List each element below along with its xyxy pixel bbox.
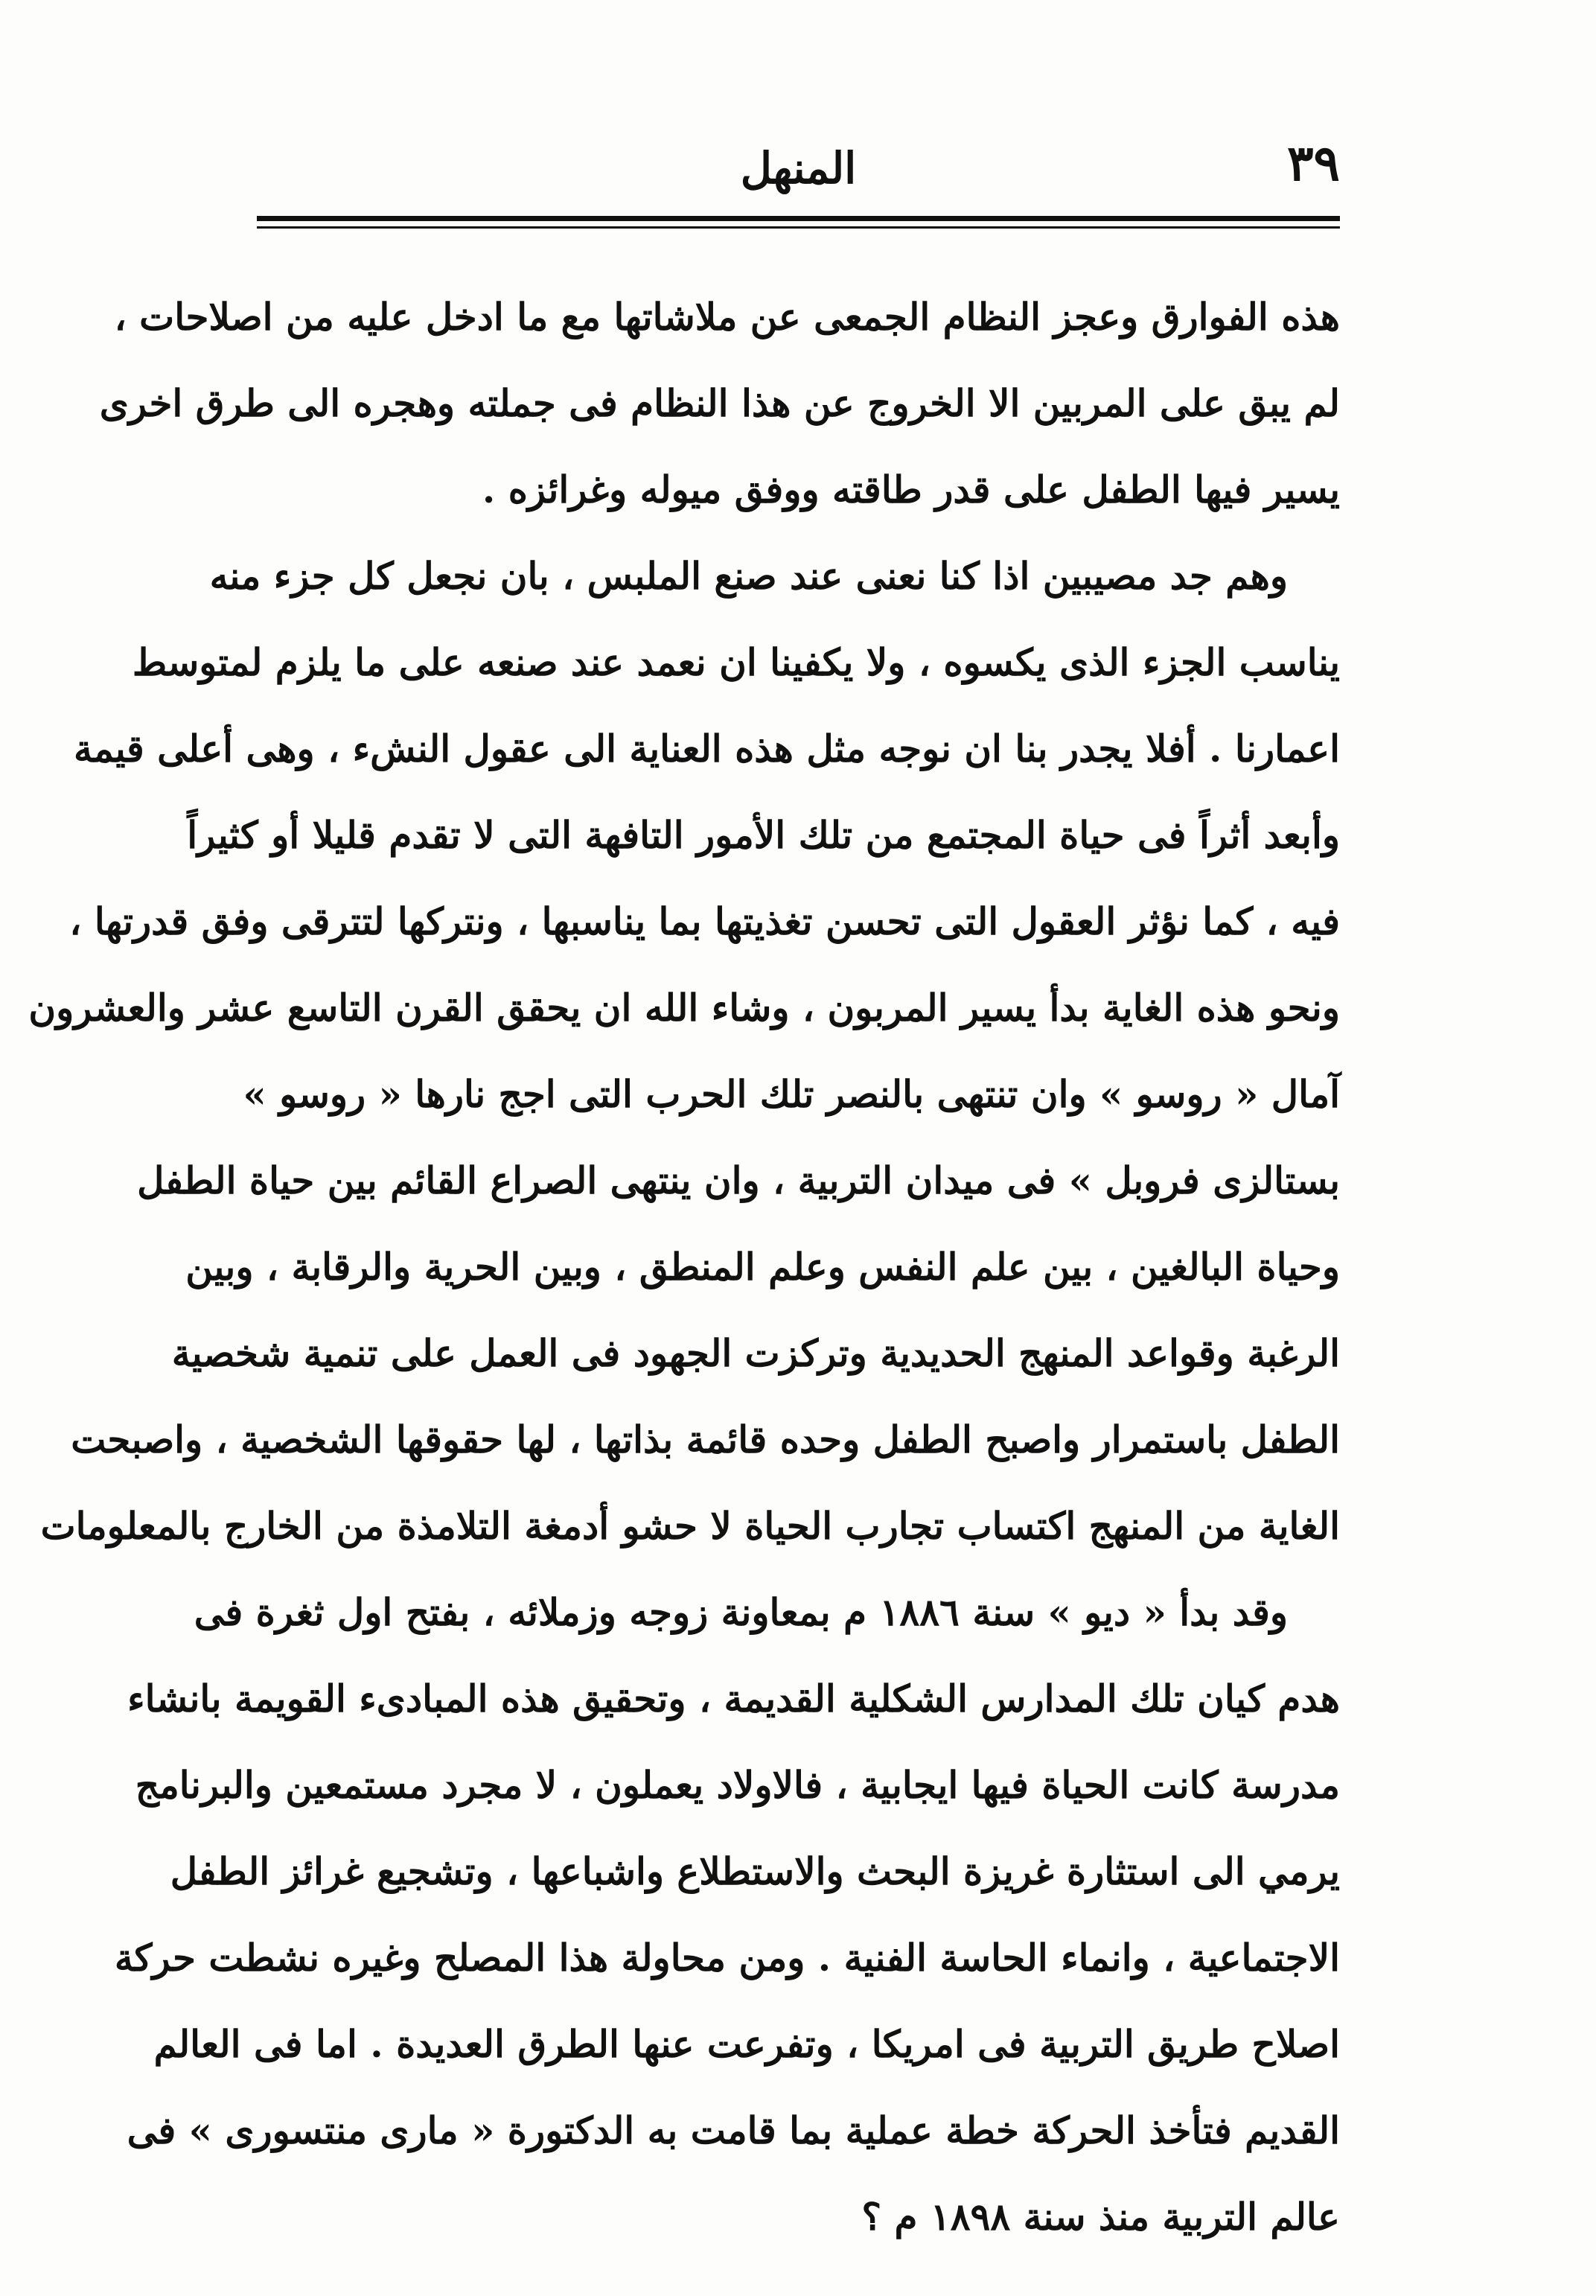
text-line: هدم كيان تلك المدارس الشكلية القديمة ، وتحقيق هذه المبادىء القويمة بانشاء [127,1677,1340,1721]
page-number: ٣٩ [1287,134,1340,192]
text-line: وهم جد مصيبين اذا كنا نعنى عند صنع الملبس ، بان نجعل كل جزء منه [209,554,1288,598]
text-line: الرغبة وقواعد المنهج الحديدية وتركزت الجهود فى العمل على تنمية شخصية [171,1331,1340,1375]
page-header [257,134,1340,223]
text-line: آمال « روسو » وان تنتهى بالنصر تلك الحرب التى اجج نارها « روسو » [243,1072,1340,1116]
text-line: الغاية من المنهج اكتساب تجارب الحياة لا حشو أدمغة التلامذة من الخارج بالمعلومات [40,1504,1340,1548]
header-rule-thin [257,226,1340,229]
text-line: يناسب الجزء الذى يكسوه ، ولا يكفينا ان نعمد عند صنعه على ما يلزم لمتوسط [132,640,1340,684]
text-line: الطفل باستمرار واصبح الطفل وحده قائمة بذاتها ، لها حقوقها الشخصية ، واصبحت [71,1418,1340,1461]
header-rule-thick [257,216,1340,221]
text-line: لم يبق على المربين الا الخروج عن هذا النظام فى جملته وهجره الى طرق اخرى [99,381,1340,425]
text-line: عالم التربية منذ سنة ١٨٩٨ م ؟ [861,2195,1340,2239]
running-title: المنهل [740,143,857,194]
text-line: فيه ، كما نؤثر العقول التى تحسن تغذيتها بما يناسبها ، ونتركها لتترقى وفق قدرتها ، [69,899,1340,943]
text-line: بستالزى فروبل » فى ميدان التربية ، وان ينتهى الصراع القائم بين حياة الطفل [137,1158,1340,1202]
text-line: وحياة البالغين ، بين علم النفس وعلم المنطق ، وبين الحرية والرقابة ، وبين [185,1245,1340,1289]
text-line: مدرسة كانت الحياة فيها ايجابية ، فالاولاد يعملون ، لا مجرد مستمعين والبرنامج [135,1763,1340,1807]
text-line: يرمي الى استثارة غريزة البحث والاستطلاع واشباعها ، وتشجيع غرائز الطفل [170,1849,1340,1893]
text-line: اعمارنا . أفلا يجدر بنا ان نوجه مثل هذه العناية الى عقول النشء ، وهى أعلى قيمة [74,727,1340,771]
text-line: وأبعد أثراً فى حياة المجتمع من تلك الأمور التافهة التى لا تقدم قليلا أو كثيراً [187,813,1340,857]
text-line: ونحو هذه الغاية بدأ يسير المربون ، وشاء الله ان يحقق القرن التاسع عشر والعشرون [28,986,1340,1030]
text-line: هذه الفوارق وعجز النظام الجمعى عن ملاشاتها مع ما ادخل عليه من اصلاحات ، [114,295,1340,339]
body-text [28,274,1340,2260]
text-line: وقد بدأ « ديو » سنة ١٨٨٦ م بمعاونة زوجه وزملائه ، بفتح اول ثغرة فى [194,1590,1288,1634]
text-line: الاجتماعية ، وانماء الحاسة الفنية . ومن محاولة هذا المصلح وغيره نشطت حركة [114,1936,1340,1980]
text-line: القديم فتأخذ الحركة خطة عملية بما قامت به الدكتورة « مارى منتسورى » فى [127,2108,1340,2152]
text-line: اصلاح طريق التربية فى امريكا ، وتفرعت عنها الطرق العديدة . اما فى العالم [153,2022,1340,2066]
text-line: يسير فيها الطفل على قدر طاقته ووفق ميوله وغرائزه . [482,468,1340,511]
